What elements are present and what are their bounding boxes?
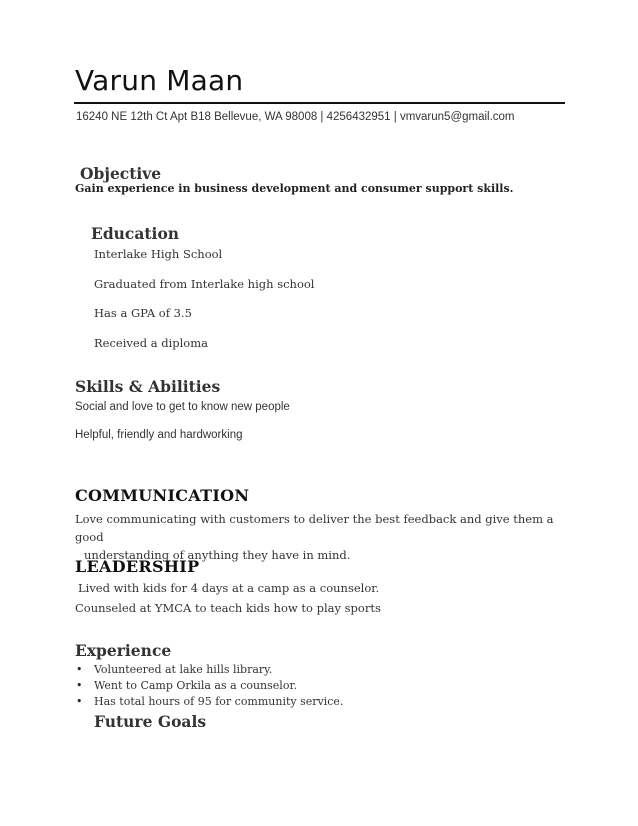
objective-heading: Objective: [80, 164, 162, 183]
skills-item: Social and love to get to know new people: [75, 401, 290, 413]
future-goals-heading: Future Goals: [94, 712, 207, 731]
experience-item: Went to Camp Orkila as a counselor.: [94, 679, 297, 692]
experience-heading: Experience: [75, 641, 172, 660]
communication-line: Love communicating with customers to deliver the best feedback and give them a good: [75, 512, 554, 544]
experience-item: Volunteered at lake hills library.: [94, 663, 273, 676]
experience-list: [76, 662, 343, 710]
applicant-name: Varun Maan: [75, 64, 244, 97]
objective-text: Gain experience in business development and consumer support skills.: [75, 182, 514, 195]
list-item: [76, 662, 343, 678]
list-item: [76, 678, 343, 694]
leadership-heading: LEADERSHIP: [75, 557, 200, 576]
header-divider: [74, 102, 565, 104]
contact-info: 16240 NE 12th Ct Apt B18 Bellevue, WA 98008 | 4256432951 | vmvarun5@gmail.com: [76, 111, 515, 123]
education-item: Graduated from Interlake high school: [94, 277, 315, 291]
education-item: Has a GPA of 3.5: [94, 306, 192, 320]
leadership-item: Counseled at YMCA to teach kids how to play sports: [75, 601, 381, 615]
bullet-icon: •: [76, 679, 83, 692]
communication-heading: COMMUNICATION: [75, 486, 250, 505]
communication-line: understanding of anything they have in mind.: [84, 548, 351, 562]
communication-paragraph: [75, 510, 555, 564]
list-item: [76, 694, 343, 710]
experience-item: Has total hours of 95 for community service.: [94, 695, 344, 708]
bullet-icon: •: [76, 695, 83, 708]
education-heading: Education: [91, 224, 180, 243]
skills-heading: Skills & Abilities: [75, 377, 221, 396]
skills-item: Helpful, friendly and hardworking: [75, 429, 243, 441]
bullet-icon: •: [76, 663, 83, 676]
education-item: Received a diploma: [94, 336, 208, 350]
education-item: Interlake High School: [94, 247, 223, 261]
leadership-item: Lived with kids for 4 days at a camp as a counselor.: [78, 581, 380, 595]
